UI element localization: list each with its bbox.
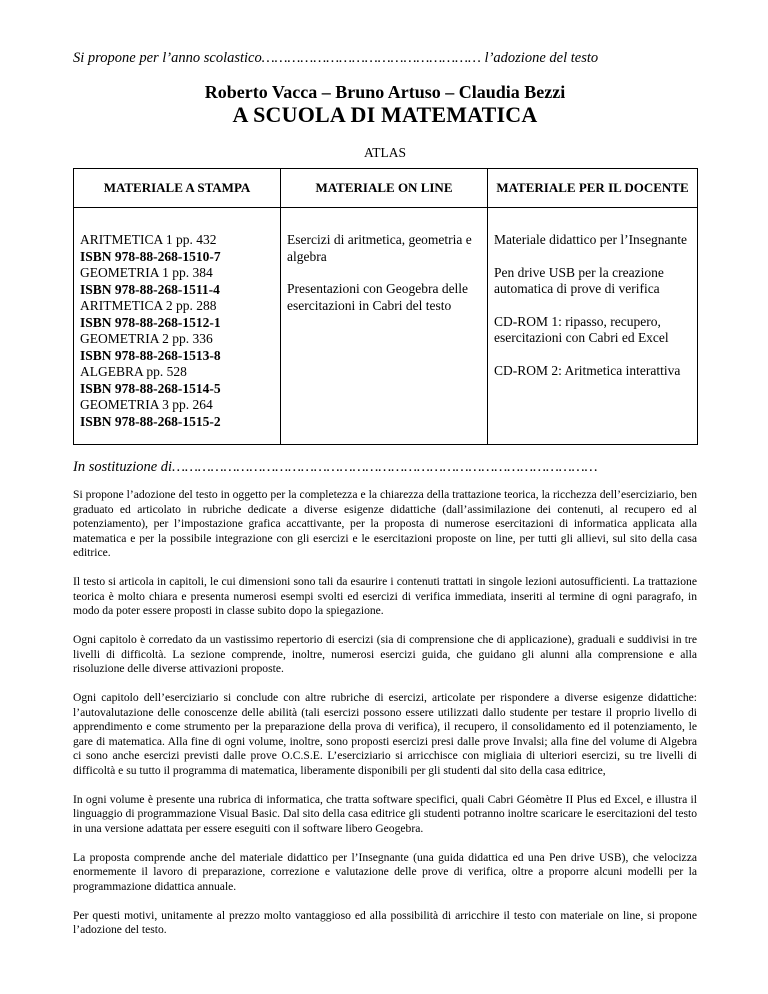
isbn-geometria-3: ISBN 978-88-268-1515-2 <box>80 413 221 429</box>
teacher-didactic-material: Materiale didattico per l’Insegnante <box>494 232 688 247</box>
authors: Roberto Vacca – Bruno Artuso – Claudia Bezzi <box>204 82 566 102</box>
paragraph: Ogni capitolo dell’eserciziario si conclude con altre rubriche di esercizi, articolate per rispondere a diverse esigenze didattiche: l’autovalutazione delle conoscenze delle abilità (tali esercizi possono essere utilizzati dallo studente per testare il proprio livello di apprendimento e come strumento per la preparazione della prova di verifica), il recupero, il consolidamento ed il potenziamento, le gare di matematica. Alla fine di ogni volume, inoltre, sono proposti esercizi presi dalle prove Invalsi; alla fine del volume di Algebra ci sono anche esercizi previsti dalle prove O.C.S.E. L’eserciziario si arricchisce con migliaia di ulteriori esercizi, su tre livelli di difficoltà e su tutto il programma di matematica, liberamente disponibili per gli studenti dal sito della casa editrice, <box>73 691 697 777</box>
header-print-material: MATERIALE A STAMPA <box>74 169 281 208</box>
paragraph: La proposta comprende anche del materiale didattico per l’Insegnante (una guida didattica ed una Pen drive USB), che velocizza enormemente il lavoro di preparazione, correzione e valutazione delle prove di verifica, oltre a proporre alcuni modelli per la programmazione didattica annuale. <box>73 850 697 893</box>
materials-table <box>73 168 698 445</box>
teacher-cd-rom-2: CD-ROM 2: Aritmetica interattiva <box>494 362 681 378</box>
isbn-algebra: ISBN 978-88-268-1514-5 <box>80 380 221 396</box>
paragraph: Il testo si articola in capitoli, le cui dimensioni sono tali da esaurire i contenuti trattati in singole lezioni autosufficienti. La trattazione teorica è molto chiara e presenta numerosi esempi svolti ed esercizi di verifica immediata, inseriti al termine di ogni paragrafo, in modo da poter essere proposti in classe subito dopo la spiegazione. <box>73 575 697 617</box>
teacher-pen-drive: Pen drive USB per la creazione automatica di prove di verifica <box>494 264 664 296</box>
proposal-line: Si propone per l’anno scolastico…………………………………………… l’adozione del testo <box>73 50 599 66</box>
paragraph: Si propone l’adozione del testo in oggetto per la completezza e la chiarezza della trattazione teorica, la ricchezza dell’eserciziario, ben graduato ed articolato in rubriche dedicate a diverse esigenze didattiche (dall’assimilazione dei contenuti, al recupero ed al potenziamento), per l’impostazione grafica accattivante, per la proposta di numerose esercitazioni di informatica applicata alla matematica e per la possibile integrazione con gli esercizi e le esercitazioni proposte on line, per tutti gli allievi, sul sito della casa editrice. <box>73 488 697 559</box>
header-teacher-material: MATERIALE PER IL DOCENTE <box>488 169 698 208</box>
online-material-cell <box>281 208 488 445</box>
teacher-material-cell <box>488 208 698 445</box>
volume-geometria-3: GEOMETRIA 3 pp. 264 <box>80 397 213 412</box>
print-material-cell <box>74 208 281 445</box>
online-exercises: Esercizi di aritmetica, geometria e algebra <box>287 232 472 264</box>
paragraph: Ogni capitolo è corredato da un vastissimo repertorio di esercizi (sia di comprensione che di applicazione), graduali e suddivisi in tre livelli di difficoltà. La sezione comprende, inoltre, numerosi esercizi guida, che guidano gli alunni alla comprensione e alla risoluzione delle diverse attivazioni proposte. <box>73 633 697 675</box>
isbn-aritmetica-1: ISBN 978-88-268-1510-7 <box>80 248 221 264</box>
paragraph: In ogni volume è presente una rubrica di informatica, che tratta software specifici, quali Cabri Géomètre II Plus ed Excel, e illustra il linguaggio di programmazione Visual Basic. Dal sito della casa editrice gli studenti potranno inoltre scaricare le esercitazioni del testo in una versione adattata per essere eseguiti con il software libero Geogebra. <box>73 792 697 835</box>
volume-aritmetica-2: ARITMETICA 2 pp. 288 <box>80 298 217 313</box>
series-name: ATLAS <box>363 145 406 160</box>
table-header-row <box>74 169 698 208</box>
isbn-geometria-2: ISBN 978-88-268-1513-8 <box>80 347 221 363</box>
teacher-cd-rom-1: CD-ROM 1: ripasso, recupero, esercitazioni con Cabri ed Excel <box>494 313 669 345</box>
book-title: A SCUOLA DI MATEMATICA <box>232 102 538 127</box>
volume-algebra: ALGEBRA pp. 528 <box>80 364 187 379</box>
substitution-line: In sostituzione di……………………………………………………………………………………… <box>73 459 598 475</box>
volume-aritmetica-1: ARITMETICA 1 pp. 432 <box>80 232 217 247</box>
paragraph: Per questi motivi, unitamente al prezzo molto vantaggioso ed alla possibilità di arricchire il testo con materiale on line, si propone l’adozione del testo. <box>73 908 697 936</box>
table-content-row <box>74 208 698 445</box>
volume-geometria-2: GEOMETRIA 2 pp. 336 <box>80 331 213 346</box>
isbn-aritmetica-2: ISBN 978-88-268-1512-1 <box>80 314 221 330</box>
online-geogebra-presentations: Presentazioni con Geogebra delle esercitazioni in Cabri del testo <box>287 281 469 313</box>
header-online-material: MATERIALE ON LINE <box>281 169 488 208</box>
isbn-geometria-1: ISBN 978-88-268-1511-4 <box>80 281 220 297</box>
body-text <box>73 488 697 952</box>
volume-geometria-1: GEOMETRIA 1 pp. 384 <box>80 265 213 280</box>
